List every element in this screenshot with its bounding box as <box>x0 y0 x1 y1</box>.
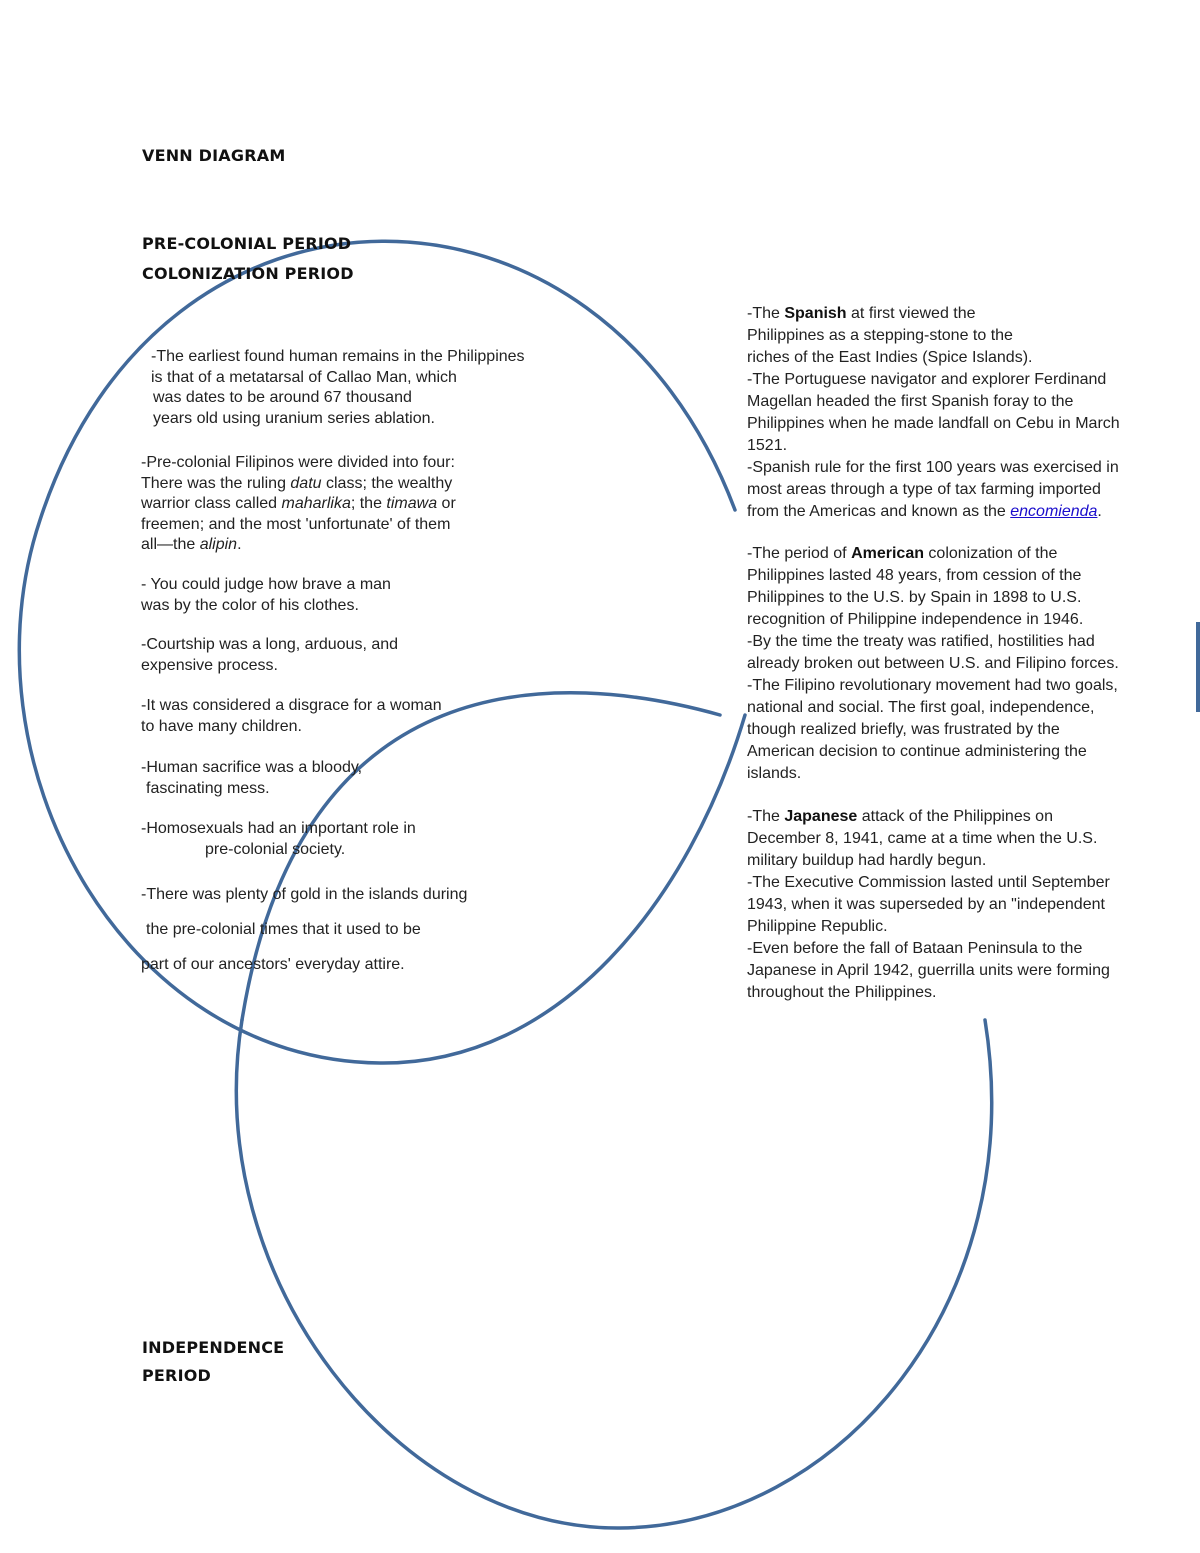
note-line: -The period of American colonization of the <box>747 545 1058 562</box>
pre-colonial-note-1 <box>148 347 525 429</box>
note-line: military buildup had hardly begun. <box>747 852 987 869</box>
note-line: part of our ancestors' everyday attire. <box>141 956 405 973</box>
note-line: from the Americas and known as the encomienda. <box>747 503 1102 520</box>
note-line: -There was plenty of gold in the islands during <box>141 886 468 903</box>
pre-colonial-note-4 <box>141 635 398 676</box>
pre-colonial-note-3 <box>141 575 391 616</box>
note-line: -The Executive Commission lasted until September <box>747 874 1110 891</box>
note-line: recognition of Philippine independence in 1946. <box>747 611 1084 628</box>
note-line: Philippines to the U.S. by Spain in 1898 to U.S. <box>747 589 1082 606</box>
independence-circle <box>236 1020 991 1528</box>
note-line: Philippines lasted 48 years, from cession of the <box>747 567 1082 584</box>
note-line: expensive process. <box>141 656 278 674</box>
note-line: Philippines when he made landfall on Cebu in March <box>747 415 1120 432</box>
note-line: pre-colonial society. <box>205 840 346 858</box>
note-line: 1521. <box>747 437 788 454</box>
note-line: islands. <box>747 765 802 782</box>
note-line: -The earliest found human remains in the Philippines <box>151 348 525 365</box>
pre-colonial-label: PRE-COLONIAL PERIOD <box>142 234 352 253</box>
note-line: fascinating mess. <box>146 779 270 797</box>
note-line: Philippine Republic. <box>747 918 888 935</box>
note-line: Philippines as a stepping-stone to the <box>747 327 1013 344</box>
note-line: -Courtship was a long, arduous, and <box>141 636 399 653</box>
note-line: warrior class called maharlika; the timawa or <box>141 495 456 512</box>
independence-label-line1: INDEPENDENCE <box>142 1338 285 1357</box>
encomienda-link[interactable]: encomienda <box>1010 503 1098 520</box>
pre-colonial-note-7 <box>141 819 416 860</box>
note-line: - You could judge how brave a man <box>141 576 391 593</box>
edge-mark <box>1196 622 1200 712</box>
spanish-notes <box>747 303 1120 523</box>
note-line: was dates to be around 67 thousand <box>153 389 412 406</box>
note-line: Japanese in April 1942, guerrilla units were forming <box>747 962 1110 979</box>
note-line: There was the ruling datu class; the wealthy <box>141 474 453 492</box>
note-line: is that of a metatarsal of Callao Man, which <box>151 368 457 386</box>
note-line: 1943, when it was superseded by an "independent <box>747 896 1105 913</box>
note-line: December 8, 1941, came at a time when the U.S. <box>747 830 1098 847</box>
note-line: though realized briefly, was frustrated by the <box>747 721 1060 738</box>
japanese-notes <box>747 806 1110 1004</box>
independence-label-line2: PERIOD <box>142 1366 212 1385</box>
note-line: -By the time the treaty was ratified, hostilities had <box>747 633 1095 650</box>
note-line: years old using uranium series ablation. <box>153 409 435 427</box>
note-line: all—the alipin. <box>141 536 242 553</box>
note-line: was by the color of his clothes. <box>141 596 359 614</box>
pre-colonial-note-2 <box>141 453 456 556</box>
note-line: freemen; and the most 'unfortunate' of them <box>141 515 451 533</box>
note-line: -Pre-colonial Filipinos were divided into four: <box>141 454 455 471</box>
note-line: Magellan headed the first Spanish foray to the <box>747 393 1074 410</box>
note-line: most areas through a type of tax farming imported <box>747 481 1101 498</box>
note-line: national and social. The first goal, independence, <box>747 699 1095 716</box>
note-line: -Even before the fall of Bataan Peninsula to the <box>747 940 1083 957</box>
note-line: to have many children. <box>141 717 302 735</box>
note-line: the pre-colonial times that it used to be <box>146 921 421 938</box>
note-line: throughout the Philippines. <box>747 984 937 1001</box>
page-title: VENN DIAGRAM <box>142 146 286 165</box>
american-notes <box>747 543 1119 785</box>
pre-colonial-note-6 <box>141 758 362 799</box>
note-line: American decision to continue administering the <box>747 743 1087 760</box>
note-line: riches of the East Indies (Spice Islands). <box>747 349 1033 366</box>
note-line: -Human sacrifice was a bloody, <box>141 759 363 776</box>
note-line: -It was considered a disgrace for a woman <box>141 697 442 714</box>
note-line: -The Portuguese navigator and explorer Ferdinand <box>747 371 1107 388</box>
note-line: -The Filipino revolutionary movement had two goals, <box>747 677 1118 694</box>
pre-colonial-note-5 <box>141 696 442 737</box>
note-line: -Spanish rule for the first 100 years was exercised in <box>747 459 1119 476</box>
note-line: -The Japanese attack of the Philippines on <box>747 808 1053 825</box>
note-line: -Homosexuals had an important role in <box>141 820 416 837</box>
note-line: already broken out between U.S. and Filipino forces. <box>747 655 1119 672</box>
pre-colonial-note-8 <box>141 877 467 982</box>
colonization-label: COLONIZATION PERIOD <box>142 264 354 283</box>
note-line: -The Spanish at first viewed the <box>747 305 976 322</box>
